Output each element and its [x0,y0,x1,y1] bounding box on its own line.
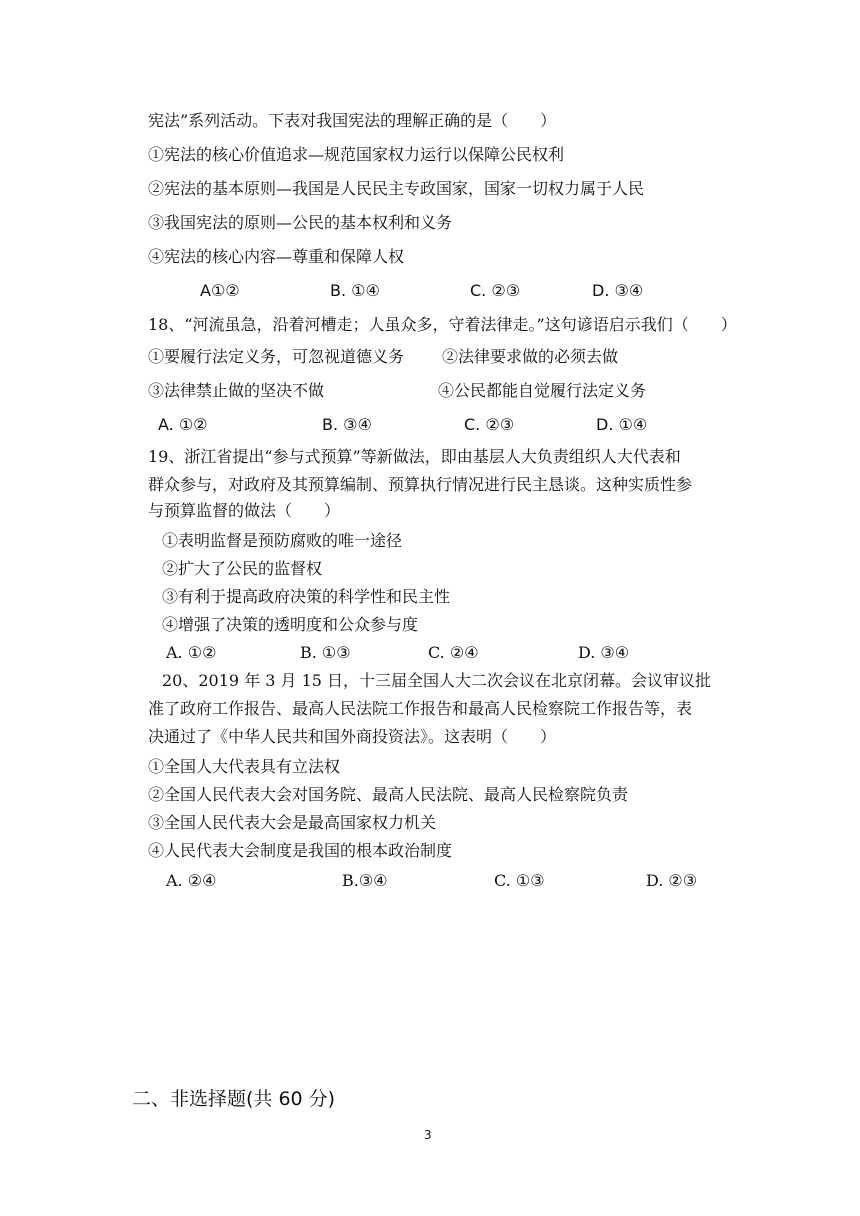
q19-item-2: ②扩大了公民的监督权 [162,559,323,578]
q20-option-b[interactable]: B.③④ [342,871,388,890]
q18-option-a[interactable]: A. ①② [158,415,208,434]
q18-option-c[interactable]: C. ②③ [464,415,515,434]
q20-stem-line-3: 决通过了《中华人民共和国外商投资法》。这表明（ ） [148,727,557,746]
q18-item-1: ①要履行法定义务，可忽视道德义务 [148,347,405,366]
q19-stem-line-3: 与预算监督的做法（ ） [148,501,341,520]
q17-option-a[interactable]: A①② [200,281,240,300]
q18-stem: 18、“河流虽急，沿着河槽走；人虽众多，守着法律走。”这句谚语启示我们（ ） [148,315,737,334]
q17-item-4: ④宪法的核心内容—尊重和保障人权 [148,247,405,266]
q20-option-c[interactable]: C. ①③ [494,871,545,890]
q17-option-c[interactable]: C. ②③ [470,281,521,300]
q17-option-b[interactable]: B. ①④ [330,281,380,300]
q19-item-4: ④增强了决策的透明度和公众参与度 [162,615,419,634]
q19-option-d[interactable]: D. ③④ [578,643,630,662]
q18-option-d[interactable]: D. ①④ [596,415,648,434]
q20-stem-line-1: 20、2019 年 3 月 15 日，十三届全国人大二次会议在北京闭幕。会议审议批 [162,671,712,690]
q17-item-2: ②宪法的基本原则—我国是人民民主专政国家，国家一切权力属于人民 [148,179,645,198]
q20-item-3: ③全国人民代表大会是最高国家权力机关 [148,813,437,832]
q20-item-4: ④人民代表大会制度是我国的根本政治制度 [148,841,453,860]
q17-stem-end: 宪法”系列活动。下表对我国宪法的理解正确的是（ ） [148,111,557,130]
q18-item-4: ④公民都能自觉履行法定义务 [438,381,647,400]
q19-option-b[interactable]: B. ①③ [300,643,351,662]
q17-item-3: ③我国宪法的原则—公民的基本权利和义务 [148,213,453,232]
q19-item-1: ①表明监督是预防腐败的唯一途径 [162,531,403,550]
q20-item-1: ①全国人大代表具有立法权 [148,757,341,776]
q19-option-c[interactable]: C. ②④ [428,643,479,662]
q18-item-3: ③法律禁止做的坚决不做 [148,381,325,400]
q18-option-b[interactable]: B. ③④ [322,415,372,434]
section-title: 二、非选择题(共 60 分) [132,1088,336,1110]
q20-item-2: ②全国人民代表大会对国务院、最高人民法院、最高人民检察院负责 [148,785,629,804]
q17-item-1: ①宪法的核心价值追求—规范国家权力运行以保障公民权利 [148,145,565,164]
q19-option-a[interactable]: A. ①② [166,643,217,662]
q20-option-a[interactable]: A. ②④ [166,871,217,890]
page-number: 3 [424,1128,432,1142]
q19-stem-line-2: 群众参与，对政府及其预算编制、预算执行情况进行民主恳谈。这种实质性参 [148,475,693,494]
q18-item-2: ②法律要求做的必须去做 [442,347,619,366]
q17-option-d[interactable]: D. ③④ [592,281,644,300]
q19-item-3: ③有利于提高政府决策的科学性和民主性 [162,587,451,606]
q20-option-d[interactable]: D. ②③ [646,871,698,890]
q19-stem-line-1: 19、浙江省提出“参与式预算”等新做法，即由基层人大负责组织人大代表和 [148,447,681,466]
q20-stem-line-2: 准了政府工作报告、最高人民法院工作报告和最高人民检察院工作报告等，表 [148,699,693,718]
